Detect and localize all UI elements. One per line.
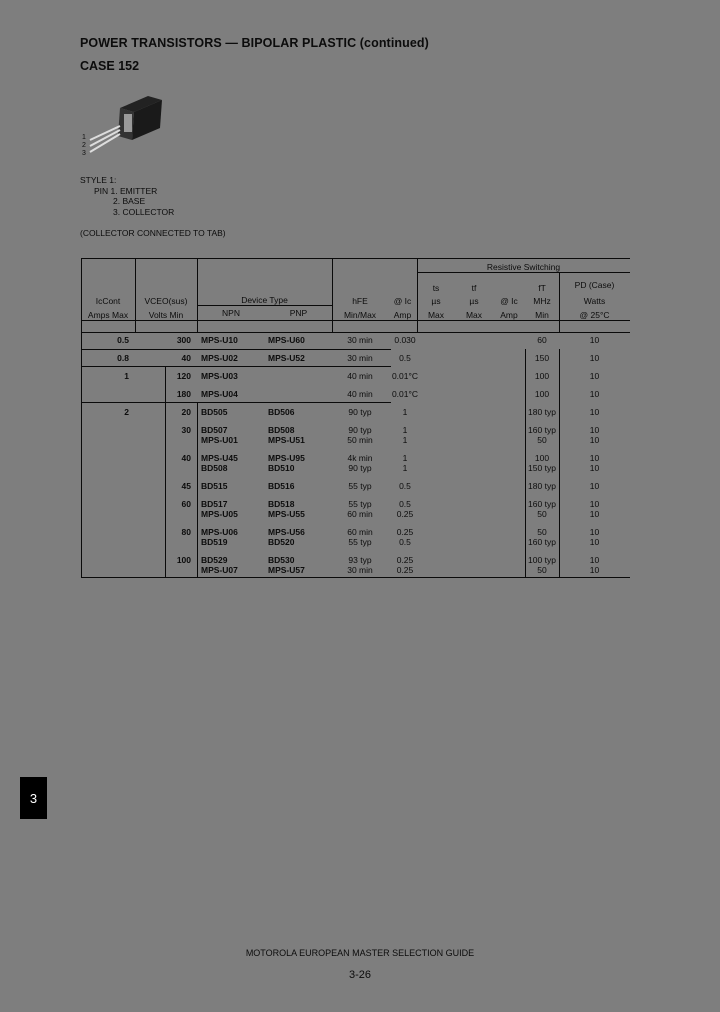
cell-vceo: 30	[181, 425, 191, 435]
cell-pd: 10	[589, 389, 600, 399]
cell-npn: MPS-U06	[201, 527, 238, 537]
header-volts-min: Volts Min	[148, 310, 184, 320]
header-hfe: hFE	[352, 296, 368, 306]
cell-npn: MPS-U45	[201, 453, 238, 463]
cell-vceo: 300	[176, 335, 191, 345]
cell-ft: 160 typ	[528, 499, 556, 509]
cell-hfe: 55 typ	[348, 499, 372, 509]
page-number: 3-26	[348, 969, 372, 981]
header-us: µs	[431, 296, 441, 306]
cell-pnp: MPS-U60	[268, 335, 305, 345]
cell-npn: BD505	[201, 407, 228, 417]
cell-npn: BD529	[201, 555, 228, 565]
pin-label: 1	[82, 134, 86, 141]
cell-ft: 100	[534, 453, 550, 463]
header-us: µs	[469, 296, 479, 306]
cell-at-ic: 0.5	[399, 499, 411, 509]
cell-npn: MPS-U10	[201, 335, 238, 345]
cell-ft: 50	[537, 509, 547, 519]
cell-pd: 10	[589, 335, 600, 345]
style-label: STYLE 1:	[80, 175, 117, 185]
transistor-table	[81, 258, 630, 578]
cell-pnp: MPS-U55	[268, 509, 305, 519]
cell-vceo: 40	[181, 353, 191, 363]
pin1-label: PIN 1. EMITTER	[94, 185, 158, 196]
cell-hfe: 40 min	[347, 389, 373, 399]
chapter-tab: 3	[20, 777, 47, 819]
cell-hfe: 30 min	[347, 565, 373, 575]
pin2-label: 2. BASE	[113, 196, 146, 206]
cell-hfe: 93 typ	[348, 555, 372, 565]
cell-at-ic: 0.5	[399, 537, 411, 547]
cell-vceo: 80	[181, 527, 191, 537]
cell-ft: 100 typ	[528, 555, 556, 565]
header-amp: Amp	[393, 310, 412, 320]
cell-hfe: 90 typ	[348, 425, 372, 435]
cell-pnp: BD510	[268, 463, 295, 473]
cell-npn: MPS-U05	[201, 509, 238, 519]
cell-npn: BD519	[201, 537, 228, 547]
cell-ic: 0.5	[117, 335, 129, 345]
cell-pnp: BD530	[268, 555, 295, 565]
cell-pnp: BD508	[268, 425, 295, 435]
cell-at-ic: 0.5	[399, 353, 411, 363]
transistor-package-icon	[86, 90, 166, 160]
header-watts: Watts	[583, 296, 606, 306]
cell-npn: MPS-U04	[201, 389, 238, 399]
cell-pnp: BD506	[268, 407, 295, 417]
cell-at-ic: 0.25	[396, 555, 414, 565]
cell-hfe: 60 min	[347, 527, 373, 537]
cell-npn: BD515	[201, 481, 228, 491]
collector-note: (COLLECTOR CONNECTED TO TAB)	[80, 228, 226, 238]
header-at-25c: @ 25°C	[579, 310, 610, 320]
header-at-ic: @ Ic	[500, 296, 518, 306]
cell-hfe: 90 typ	[348, 463, 372, 473]
cell-pnp: MPS-U95	[268, 453, 305, 463]
cell-pd: 10	[589, 435, 600, 445]
cell-ft: 100	[534, 371, 550, 381]
pin3-label: 3. COLLECTOR	[113, 206, 175, 217]
cell-pd: 10	[589, 425, 600, 435]
header-resistive-switching: Resistive Switching	[486, 262, 561, 272]
header-mhz: MHz	[533, 296, 551, 306]
cell-hfe: 55 typ	[348, 537, 372, 547]
cell-pnp: BD520	[268, 537, 295, 547]
cell-hfe: 4k min	[347, 453, 373, 463]
pin-label: 2	[82, 142, 86, 149]
cell-npn: BD507	[201, 425, 228, 435]
cell-at-ic: 0.030	[394, 335, 416, 345]
cell-pnp: MPS-U56	[268, 527, 305, 537]
cell-at-ic: 0.25	[396, 509, 414, 519]
cell-vceo: 20	[181, 407, 191, 417]
cell-pnp: MPS-U52	[268, 353, 305, 363]
header-ic-cont: IcCont	[95, 296, 121, 306]
case-heading: CASE 152	[80, 59, 140, 73]
cell-hfe: 60 min	[347, 509, 373, 519]
cell-pnp: BD516	[268, 481, 295, 491]
cell-ic: 0.8	[117, 353, 129, 363]
cell-ft: 50	[537, 435, 547, 445]
cell-pnp: MPS-U57	[268, 565, 305, 575]
cell-pd: 10	[589, 565, 600, 575]
cell-at-ic: 0.5	[399, 481, 411, 491]
cell-pd: 10	[589, 537, 600, 547]
cell-pd: 10	[589, 509, 600, 519]
cell-at-ic: 1	[402, 425, 408, 435]
cell-hfe: 40 min	[347, 371, 373, 381]
cell-at-ic: 0.01°C	[391, 389, 419, 399]
cell-npn: BD517	[201, 499, 228, 509]
cell-vceo: 100	[176, 555, 191, 565]
header-amp: Amp	[500, 310, 518, 320]
cell-pd: 10	[589, 527, 600, 537]
cell-at-ic: 1	[402, 407, 408, 417]
cell-vceo: 180	[176, 389, 191, 399]
pin-label: 3	[82, 150, 86, 157]
pin-style-block	[80, 175, 174, 217]
cell-pd: 10	[589, 499, 600, 509]
header-npn: NPN	[222, 308, 240, 318]
cell-ft: 150 typ	[528, 463, 556, 473]
cell-pd: 10	[589, 407, 600, 417]
header-max: Max	[465, 310, 483, 320]
header-max: Max	[427, 310, 445, 320]
cell-vceo: 45	[181, 481, 191, 491]
header-pd: PD (Case)	[574, 280, 615, 290]
cell-pd: 10	[589, 481, 600, 491]
cell-npn: MPS-U02	[201, 353, 238, 363]
cell-ft: 160 typ	[528, 425, 556, 435]
cell-pnp: MPS-U51	[268, 435, 305, 445]
cell-pd: 10	[589, 371, 600, 381]
cell-at-ic: 1	[402, 435, 408, 445]
header-amps-max: Amps Max	[87, 310, 129, 320]
cell-ft: 100	[534, 389, 550, 399]
header-ts: ts	[432, 283, 440, 293]
header-tf: tf	[471, 283, 477, 293]
header-at-ic: @ Ic	[393, 296, 412, 306]
cell-ft: 150	[534, 353, 550, 363]
cell-pd: 10	[589, 463, 600, 473]
header-min-max: Min/Max	[343, 310, 377, 320]
header-vceo: VCEO(sus)	[144, 296, 188, 306]
cell-ft: 180 typ	[528, 407, 556, 417]
cell-vceo: 60	[181, 499, 191, 509]
cell-at-ic: 0.25	[396, 565, 414, 575]
header-pnp: PNP	[289, 308, 308, 318]
cell-at-ic: 0.25	[396, 527, 414, 537]
cell-ic: 1	[124, 371, 129, 381]
cell-at-ic: 1	[402, 463, 408, 473]
cell-at-ic: 0.01°C	[391, 371, 419, 381]
cell-vceo: 40	[181, 453, 191, 463]
cell-pd: 10	[589, 353, 600, 363]
header-ft: fT	[538, 283, 546, 293]
cell-ft: 180 typ	[528, 481, 556, 491]
cell-at-ic: 1	[402, 453, 408, 463]
cell-ft: 50	[537, 527, 547, 537]
cell-ft: 60	[537, 335, 547, 345]
footer-guide: MOTOROLA EUROPEAN MASTER SELECTION GUIDE	[245, 948, 475, 958]
cell-npn: MPS-U03	[201, 371, 238, 381]
cell-pd: 10	[589, 453, 600, 463]
cell-hfe: 30 min	[347, 353, 373, 363]
page-title: POWER TRANSISTORS — BIPOLAR PLASTIC (continued)	[80, 36, 429, 50]
cell-pnp: BD518	[268, 499, 295, 509]
cell-vceo: 120	[176, 371, 191, 381]
cell-ft: 50	[537, 565, 547, 575]
cell-hfe: 50 min	[347, 435, 373, 445]
cell-npn: MPS-U01	[201, 435, 238, 445]
cell-hfe: 30 min	[347, 335, 373, 345]
header-min: Min	[535, 310, 549, 320]
cell-npn: MPS-U07	[201, 565, 238, 575]
cell-ft: 160 typ	[528, 537, 556, 547]
cell-ic: 2	[124, 407, 129, 417]
cell-npn: BD508	[201, 463, 228, 473]
header-device-type: Device Type	[241, 295, 288, 305]
cell-hfe: 90 typ	[348, 407, 372, 417]
cell-hfe: 55 typ	[348, 481, 372, 491]
cell-pd: 10	[589, 555, 600, 565]
